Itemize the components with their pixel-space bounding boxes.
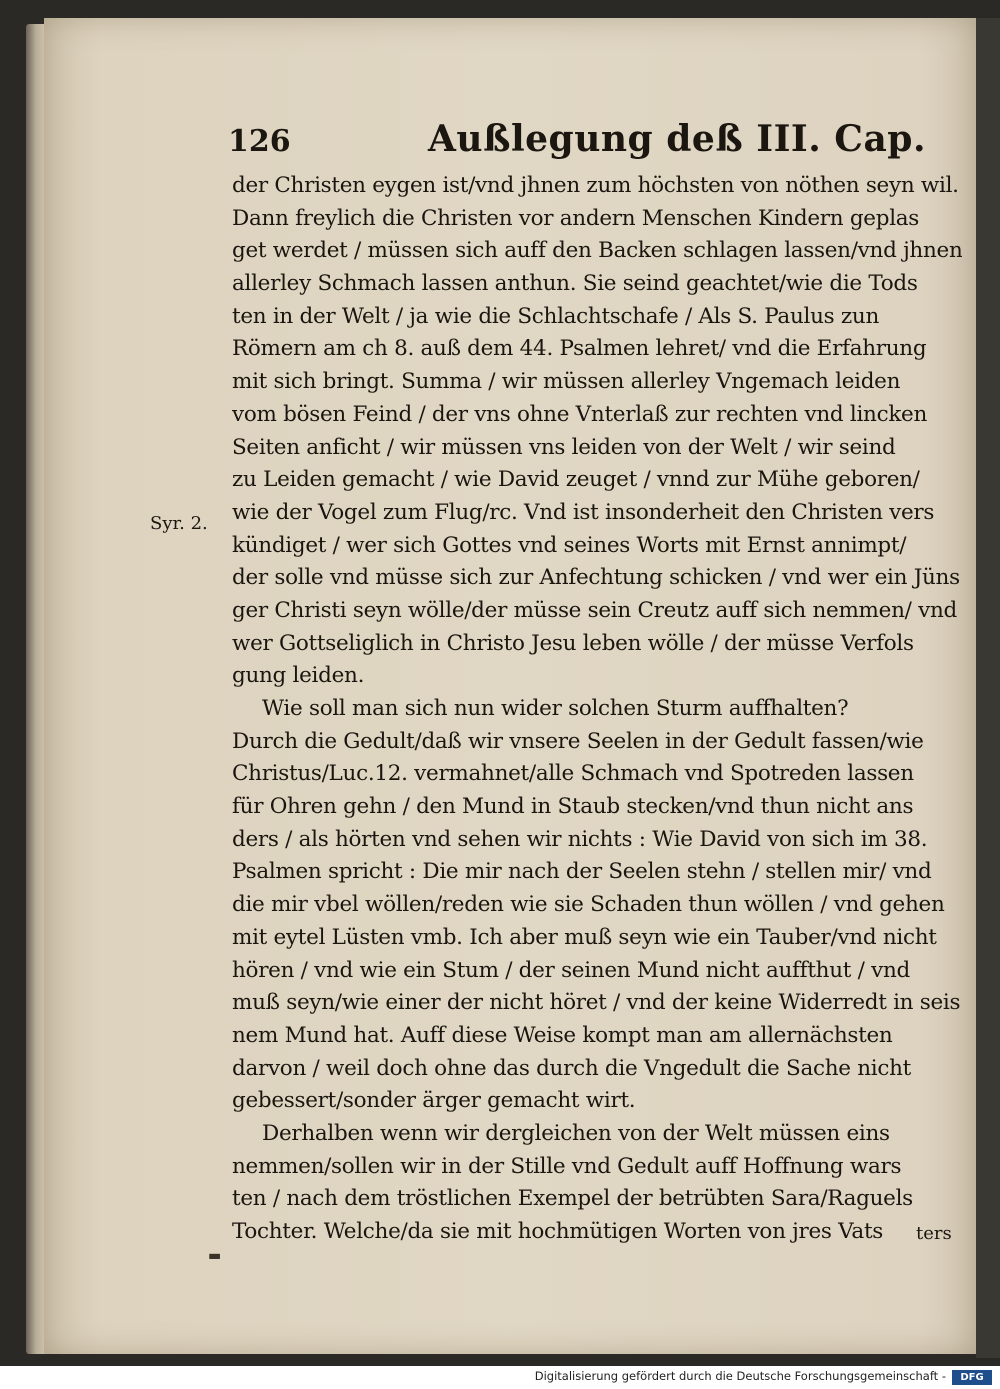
text-line: Durch die Gedult/daß wir vnsere Seelen in der Gedult fassen/wie <box>232 728 924 754</box>
footer-bar <box>0 1366 1000 1389</box>
text-line: nem Mund hat. Auff diese Weise kompt man am allernächsten <box>232 1022 893 1048</box>
text-line: muß seyn/wie einer der nicht höret / vnd der keine Widerredt in seis <box>232 990 961 1016</box>
text-line: die mir vbel wöllen/reden wie sie Schaden thun wöllen / vnd gehen <box>232 892 945 918</box>
footer-credit: Digitalisierung gefördert durch die Deutsche Forschungsgemeinschaft - <box>534 1369 946 1383</box>
text-line: für Ohren gehn / den Mund in Staub stecken/vnd thun nicht ans <box>232 794 914 820</box>
text-line: Psalmen spricht : Die mir nach der Seelen stehn / stellen mir/ vnd <box>232 859 932 885</box>
text-line: Wie soll man sich nun wider solchen Sturm auffhalten? <box>262 696 849 721</box>
text-line: nemmen/sollen wir in der Stille vnd Gedult auff Hoffnung wars <box>232 1153 902 1179</box>
text-line: gebessert/sonder ärger gemacht wirt. <box>232 1088 636 1114</box>
page-header <box>228 118 958 168</box>
scan-right-strip <box>976 18 1000 1358</box>
text-line: der solle vnd müsse sich zur Anfechtung schicken / vnd wer ein Jüns <box>232 565 960 591</box>
text-line: kündiget / wer sich Gottes vnd seines Worts mit Ernst annimpt/ <box>232 532 907 558</box>
text-line: wer Gottseliglich in Christo Jesu leben wölle / der müsse Verfols <box>232 630 914 656</box>
text-line: Dann freylich die Christen vor andern Menschen Kindern geplas <box>232 205 920 231</box>
text-line: darvon / weil doch ohne das durch die Vngedult die Sache nicht <box>232 1055 911 1081</box>
text-line: mit sich bringt. Summa / wir müssen allerley Vngemach leiden <box>232 369 901 395</box>
text-line: gung leiden. <box>232 663 365 689</box>
body-text <box>232 170 962 1249</box>
text-line: Römern am ch 8. auß dem 44. Psalmen lehret/ vnd die Erfahrung <box>232 336 927 362</box>
text-line: ders / als hörten vnd sehen wir nichts : Wie David von sich im 38. <box>232 826 928 852</box>
dfg-logo: DFG <box>952 1370 992 1385</box>
text-line: Tochter. Welche/da sie mit hochmütigen Worten von jres Vats <box>232 1219 884 1244</box>
text-line: ten in der Welt / ja wie die Schlachtschafe / Als S. Paulus zun <box>232 303 880 329</box>
margin-note: Syr. 2. <box>150 513 208 534</box>
text-line: allerley Schmach lassen anthun. Sie seind geachtet/wie die Tods <box>232 271 918 297</box>
text-line: der Christen eygen ist/vnd jhnen zum höchsten von nöthen seyn wil. <box>232 173 959 198</box>
text-line: zu Leiden gemacht / wie David zeuget / vnnd zur Mühe geboren/ <box>232 467 920 493</box>
page-number: 126 <box>228 124 291 159</box>
text-line: ten / nach dem tröstlichen Exempel der betrübten Sara/Raguels <box>232 1186 913 1212</box>
text-line: Seiten anficht / wir müssen vns leiden von der Welt / wir seind <box>232 434 896 460</box>
text-line: mit eytel Lüsten vmb. Ich aber muß seyn wie ein Tauber/vnd nicht <box>232 924 937 950</box>
text-line: ger Christi seyn wölle/der müsse sein Creutz auff sich nemmen/ vnd <box>232 597 957 623</box>
text-line: hören / vnd wie ein Stum / der seinen Mund nicht auffthut / vnd <box>232 957 910 983</box>
running-title: Außlegung deß III. Cap. <box>428 118 926 160</box>
printer-mark: ▬ <box>208 1248 222 1264</box>
text-line: Christus/Luc.12. vermahnet/alle Schmach vnd Spotreden lassen <box>232 761 914 787</box>
catchword: ters <box>916 1223 952 1244</box>
text-line: Derhalben wenn wir dergleichen von der Welt müssen eins <box>262 1120 890 1146</box>
text-line: wie der Vogel zum Flug/rc. Vnd ist insonderheit den Christen vers <box>232 499 935 525</box>
text-line: vom bösen Feind / der vns ohne Vnterlaß zur rechten vnd lincken <box>232 401 928 427</box>
text-line: get werdet / müssen sich auff den Backen schlagen lassen/vnd jhnen <box>232 238 962 264</box>
